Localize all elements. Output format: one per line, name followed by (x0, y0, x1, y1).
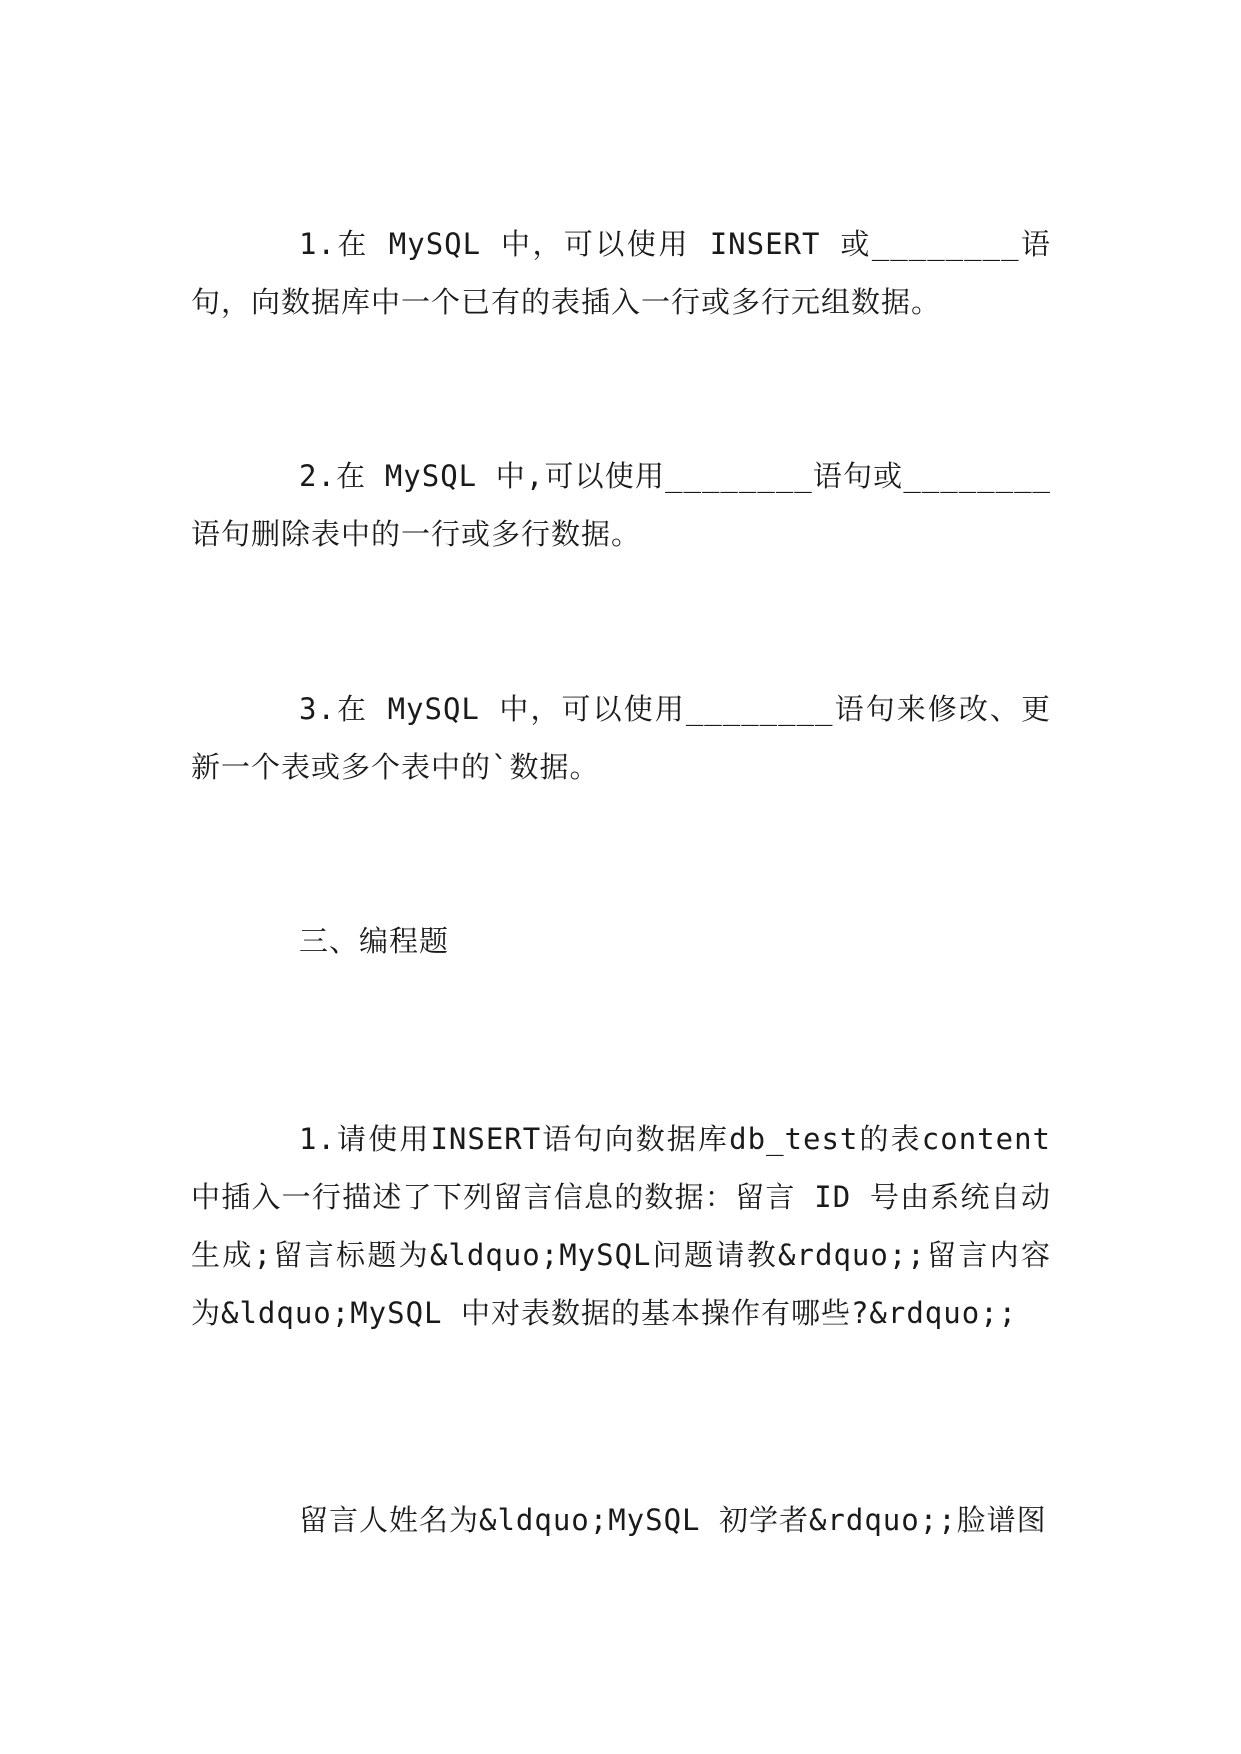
fill-blank-question-2: 2.在 MySQL 中,可以使用________语句或________语句删除表中的一行或多行数据。 (191, 459, 1051, 551)
programming-question-1: 1.请使用INSERT语句向数据库db_test的表content中插入一行描述了下列留言信息的数据：留言 ID 号由系统自动生成;留言标题为&ldquo;MySQL问题请教&rdquo;;留言内容为&ldquo;MySQL 中对表数据的基本操作有哪些?&rdquo;; (191, 1122, 1051, 1330)
section-heading-programming: 三、编程题 (299, 924, 450, 958)
programming-question-1-continued: 留言人姓名为&ldquo;MySQL 初学者&rdquo;;脸谱图 (299, 1503, 1047, 1537)
fill-blank-question-3: 3.在 MySQL 中，可以使用________语句来修改、更新一个表或多个表中的`数据。 (191, 692, 1051, 784)
fill-blank-question-1: 1.在 MySQL 中，可以使用 INSERT 或________语句，向数据库中一个已有的表插入一行或多行元组数据。 (191, 227, 1051, 319)
